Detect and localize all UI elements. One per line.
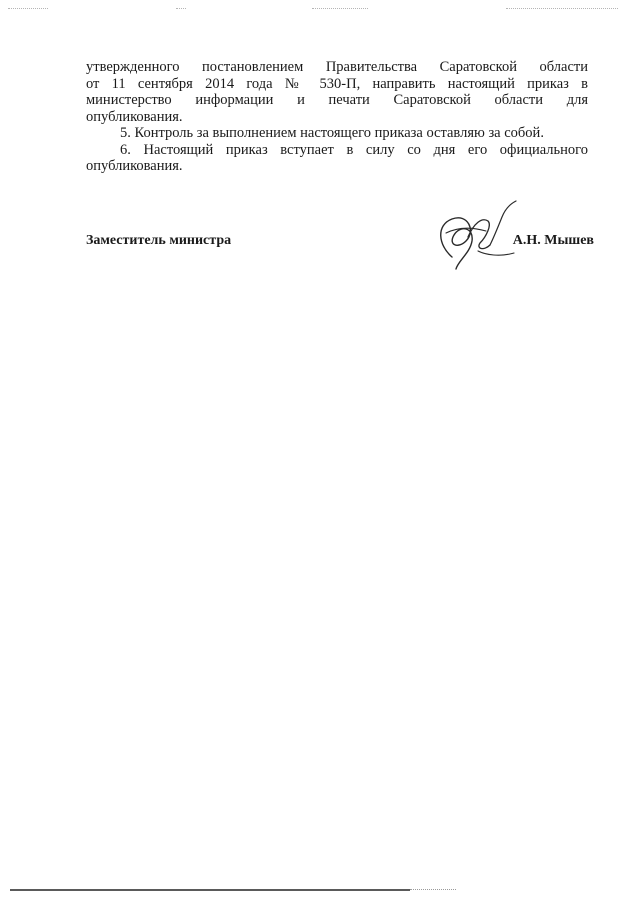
scan-artifacts-top bbox=[0, 8, 640, 14]
signatory-name: А.Н. Мышев bbox=[512, 233, 594, 248]
handwritten-signature bbox=[428, 197, 524, 277]
scan-mark bbox=[8, 8, 48, 11]
text-line: от 11 сентября 2014 года № 530-П, направить настоящий приказ в bbox=[86, 75, 588, 92]
document-body bbox=[86, 59, 588, 175]
paragraph-item-5: 5. Контроль за выполнением настоящего приказа оставляю за собой. bbox=[120, 125, 544, 141]
text-line: министерство информации и печати Саратовской области для bbox=[86, 92, 588, 108]
scan-mark bbox=[410, 889, 456, 890]
text-line: опубликования. bbox=[86, 108, 183, 125]
scan-mark bbox=[506, 8, 618, 11]
paragraph-item-6: 6. Настоящий приказ вступает в силу со дня его официального bbox=[120, 141, 588, 158]
scan-mark bbox=[312, 8, 368, 11]
scan-edge-line bbox=[10, 889, 410, 891]
signature-block bbox=[86, 233, 594, 263]
text-line: утвержденного постановлением Правительства Саратовской области bbox=[86, 59, 588, 75]
scan-artifacts-bottom bbox=[0, 889, 640, 893]
signatory-title: Заместитель министра bbox=[86, 233, 232, 248]
scan-mark bbox=[176, 8, 186, 11]
paragraph-item-6-continued: опубликования. bbox=[86, 158, 183, 174]
